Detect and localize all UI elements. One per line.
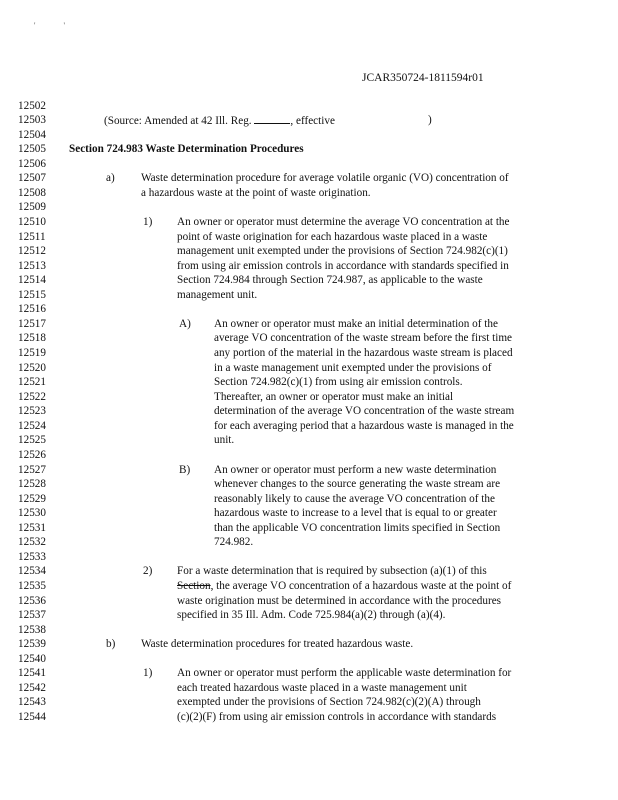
document-line — [0, 129, 618, 143]
text-run: a hazardous waste at the point of waste origination. — [141, 186, 371, 199]
text-run: management unit exempted under the provisions of Section 724.982(c)(1) — [177, 245, 508, 258]
line-number: 12532 — [18, 536, 46, 549]
document-line — [0, 580, 618, 594]
document-line — [0, 289, 618, 303]
line-text — [179, 464, 190, 476]
line-text — [177, 609, 445, 621]
document-line — [0, 158, 618, 172]
text-run: b) — [106, 638, 116, 651]
line-number: 12533 — [18, 550, 46, 563]
line-number: 12535 — [18, 579, 46, 592]
text-run: reasonably likely to cause the average VO concentration of the — [214, 492, 495, 505]
text-run: 1) — [143, 667, 153, 680]
line-text — [177, 565, 487, 577]
text-run: average VO concentration of the waste stream before the first time — [214, 332, 513, 345]
line-text — [214, 376, 463, 388]
document-line — [0, 507, 618, 521]
line-number: 12530 — [18, 507, 46, 520]
text-run: hazardous waste to increase to a level that is equal to or greater — [214, 507, 497, 520]
line-text — [214, 536, 253, 548]
line-text — [214, 434, 234, 446]
line-number: 12507 — [18, 172, 46, 185]
line-number: 12503 — [18, 114, 46, 127]
document-line — [0, 231, 618, 245]
line-number: 12520 — [18, 361, 46, 374]
text-run: Waste determination procedure for average volatile organic (VO) concentration of — [141, 172, 509, 185]
line-text — [214, 362, 491, 374]
document-line — [0, 391, 618, 405]
line-number: 12508 — [18, 186, 46, 199]
document-line — [0, 624, 618, 638]
text-run: than the applicable VO concentration limits specified in Section — [214, 521, 501, 534]
document-line — [0, 187, 618, 201]
line-text — [141, 187, 371, 199]
line-text — [106, 172, 115, 184]
document-line — [0, 318, 618, 332]
document-line — [0, 711, 618, 725]
line-text — [177, 245, 508, 257]
line-number: 12506 — [18, 157, 46, 170]
text-run: specified in 35 Ill. Adm. Code 725.984(a)(2) through (a)(4). — [177, 609, 446, 622]
document-line — [0, 303, 618, 317]
document-line — [0, 434, 618, 448]
line-text — [177, 682, 467, 694]
document-line — [0, 536, 618, 550]
text-run: (c)(2)(F) from using air emission controls in accordance with standards — [177, 711, 497, 724]
document-line — [0, 682, 618, 696]
line-text — [141, 638, 413, 650]
text-run: An owner or operator must perform a new waste determination — [214, 463, 497, 476]
text-run: , effective — [290, 115, 335, 128]
document-line — [0, 551, 618, 565]
text-run: each treated hazardous waste placed in a waste management unit — [177, 681, 467, 694]
line-text — [177, 216, 510, 228]
text-run: An owner or operator must make an initial determination of the — [214, 317, 498, 330]
line-text — [143, 565, 152, 577]
text-run: whenever changes to the source generating the waste stream are — [214, 478, 501, 491]
line-number: 12521 — [18, 376, 46, 389]
document-line — [0, 493, 618, 507]
line-number: 12504 — [18, 128, 46, 141]
text-run: exempted under the provisions of Section 724.982(c)(2)(A) through — [177, 696, 481, 709]
line-number: 12538 — [18, 623, 46, 636]
document-line — [0, 172, 618, 186]
text-run: determination of the average VO concentration of the waste stream — [214, 405, 515, 418]
document-line — [0, 638, 618, 652]
line-text — [177, 289, 257, 301]
document-line — [0, 449, 618, 463]
text-run: 1) — [143, 215, 153, 228]
line-number: 12541 — [18, 667, 46, 680]
document-line — [0, 216, 618, 230]
line-number: 12509 — [18, 201, 46, 214]
line-number: 12528 — [18, 478, 46, 491]
text-run: A) — [179, 317, 191, 330]
document-line — [0, 347, 618, 361]
line-text — [214, 464, 496, 476]
line-text — [177, 580, 511, 592]
document-line — [0, 696, 618, 710]
text-run: for each averaging period that a hazardous waste is managed in the — [214, 419, 514, 432]
text-run: from using air emission controls in accordance with standards specified in — [177, 259, 509, 272]
line-text — [104, 114, 335, 127]
line-number: 12544 — [18, 711, 46, 724]
line-number: 12513 — [18, 259, 46, 272]
line-text — [106, 638, 115, 650]
line-number: 12539 — [18, 638, 46, 651]
line-number: 12543 — [18, 696, 46, 709]
document-line — [0, 595, 618, 609]
text-run: Thereafter, an owner or operator must make an initial — [214, 390, 454, 403]
line-text — [69, 143, 304, 155]
section-heading: Section 724.983 Waste Determination Procedures — [69, 143, 304, 156]
document-line — [0, 565, 618, 579]
line-text — [214, 478, 500, 490]
text-run: Waste determination procedures for treated hazardous waste. — [141, 638, 414, 651]
document-line — [0, 522, 618, 536]
document-line — [0, 405, 618, 419]
line-number: 12516 — [18, 303, 46, 316]
line-text — [177, 274, 483, 286]
document-line — [0, 245, 618, 259]
document-line — [0, 143, 618, 157]
text-run: Section 724.982(c)(1) from using air emission controls. — [214, 376, 463, 389]
line-text — [214, 405, 514, 417]
line-number: 12540 — [18, 652, 46, 665]
text-run: Section 724.984 through Section 724.987, as applicable to the waste — [177, 274, 483, 287]
corner-mark: ' — [63, 21, 93, 30]
document-line — [0, 464, 618, 478]
line-number: 12505 — [18, 143, 46, 156]
document-line — [0, 100, 618, 114]
line-text — [177, 231, 487, 243]
text-run: For a waste determination that is required by subsection (a)(1) of this — [177, 565, 487, 578]
text-run: unit. — [214, 434, 235, 447]
line-text — [177, 595, 501, 607]
document-id: JCAR350724-1811594r01 — [362, 72, 484, 84]
line-number: 12531 — [18, 521, 46, 534]
line-number: 12534 — [18, 565, 46, 578]
line-number: 12542 — [18, 681, 46, 694]
line-text — [214, 332, 512, 344]
line-text — [141, 172, 509, 184]
corner-marks — [34, 21, 93, 30]
text-run: ) — [428, 114, 432, 127]
text-run: , the average VO concentration of a hazardous waste at the point of — [210, 579, 512, 592]
line-text — [214, 318, 498, 330]
line-text — [177, 667, 511, 679]
line-text — [177, 260, 509, 272]
text-run: point of waste origination for each hazardous waste placed in a waste — [177, 230, 488, 243]
corner-mark: ' — [34, 21, 64, 30]
text-run: An owner or operator must determine the average VO concentration at the — [177, 215, 510, 228]
document-line — [0, 201, 618, 215]
text-run: An owner or operator must perform the applicable waste determination for — [177, 667, 512, 680]
document-line — [0, 260, 618, 274]
text-run: any portion of the material in the hazardous waste stream is placed — [214, 347, 513, 360]
text-run: a) — [106, 172, 115, 185]
line-number: 12511 — [18, 230, 46, 243]
document-line — [0, 609, 618, 623]
struck-text: Section — [177, 579, 211, 592]
line-number: 12526 — [18, 448, 46, 461]
line-text — [143, 216, 152, 228]
line-number: 12518 — [18, 332, 46, 345]
text-run: (Source: Amended at 42 Ill. Reg. — [104, 115, 255, 128]
line-number: 12514 — [18, 274, 46, 287]
line-number: 12517 — [18, 317, 46, 330]
line-number: 12515 — [18, 288, 46, 301]
text-run: in a waste management unit exempted under the provisions of — [214, 361, 492, 374]
fill-in-blank — [254, 114, 290, 124]
line-number: 12522 — [18, 390, 46, 403]
line-text — [214, 493, 495, 505]
line-text — [214, 522, 500, 534]
line-number: 12502 — [18, 99, 46, 112]
text-run: 724.982. — [214, 536, 254, 549]
text-run: B) — [179, 463, 191, 476]
line-number: 12529 — [18, 492, 46, 505]
document-line — [0, 274, 618, 288]
line-number: 12510 — [18, 215, 46, 228]
line-number: 12525 — [18, 434, 46, 447]
document-line — [0, 667, 618, 681]
line-number: 12536 — [18, 594, 46, 607]
document-line — [0, 332, 618, 346]
line-number: 12527 — [18, 463, 46, 476]
document-line — [0, 478, 618, 492]
line-number: 12519 — [18, 347, 46, 360]
line-number: 12523 — [18, 405, 46, 418]
document-line — [0, 420, 618, 434]
line-text — [214, 347, 513, 359]
document-line — [0, 362, 618, 376]
line-number: 12512 — [18, 245, 46, 258]
line-text — [428, 114, 432, 126]
line-number: 12537 — [18, 609, 46, 622]
line-text — [179, 318, 191, 330]
line-text — [214, 391, 453, 403]
document-line — [0, 376, 618, 390]
document-line — [0, 653, 618, 667]
line-text — [214, 420, 514, 432]
line-text — [177, 711, 496, 723]
text-run: waste origination must be determined in accordance with the procedures — [177, 594, 502, 607]
text-run: management unit. — [177, 288, 258, 301]
text-run: 2) — [143, 565, 153, 578]
line-text — [214, 507, 497, 519]
line-text — [177, 696, 481, 708]
line-text — [143, 667, 152, 679]
document-line — [0, 114, 618, 128]
line-number: 12524 — [18, 419, 46, 432]
